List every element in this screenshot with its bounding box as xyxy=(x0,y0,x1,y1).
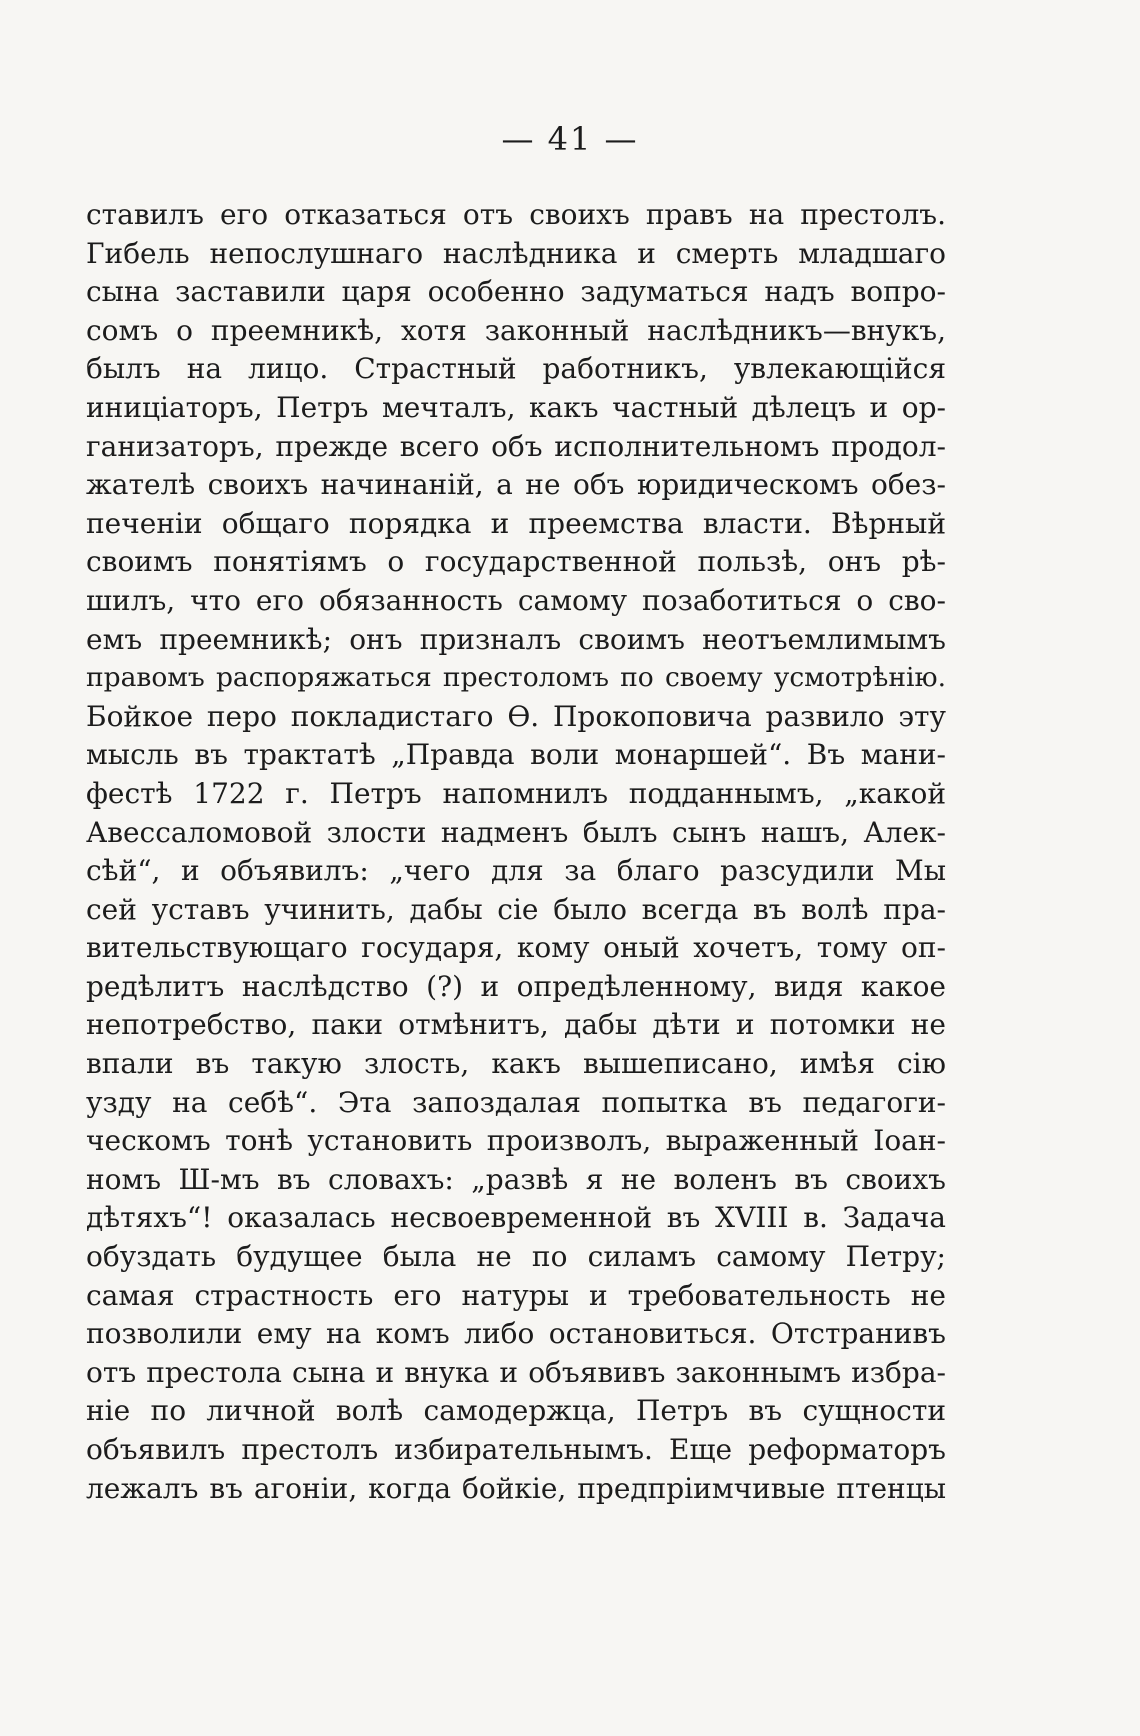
body-text xyxy=(86,196,946,1508)
text-line: печеніи общаго порядка и преемства власти. Вѣрный xyxy=(86,506,946,540)
text-line: ганизаторъ, прежде всего объ исполнительномъ продол- xyxy=(86,429,946,463)
text-line: емъ преемникѣ; онъ призналъ своимъ неотъемлимымъ xyxy=(86,622,946,656)
text-line: былъ на лицо. Страстный работникъ, увлекающійся xyxy=(86,352,946,386)
text-line: Бойкое перо покладистаго Ѳ. Прокоповича развило эту xyxy=(86,699,946,733)
text-line: Авессаломовой злости надменъ былъ сынъ нашъ, Алек- xyxy=(86,815,946,849)
text-line: жателѣ своихъ начинаній, а не объ юридическомъ обез- xyxy=(86,468,946,502)
text-line: своимъ понятіямъ о государственной пользѣ, онъ рѣ- xyxy=(86,545,946,579)
text-line: сына заставили царя особенно задуматься надъ вопро- xyxy=(86,275,946,309)
text-line: отъ престола сына и внука и объявивъ законнымъ избра- xyxy=(86,1355,946,1389)
text-line: лежалъ въ агоніи, когда бойкіе, предпріимчивые птенцы xyxy=(86,1471,946,1505)
text-line: ставилъ его отказаться отъ своихъ правъ на престолъ. xyxy=(86,198,946,231)
text-line: обуздать будущее была не по силамъ самому Петру; xyxy=(86,1240,946,1274)
text-line: непотребство, паки отмѣнитъ, дабы дѣти и потомки не xyxy=(86,1008,946,1042)
text-line: шилъ, что его обязанность самому позаботиться о сво- xyxy=(86,583,946,617)
text-line: сѣй“, и объявилъ: „чего для за благо разсудили Мы xyxy=(86,854,946,888)
text-line: дѣтяхъ“! оказалась несвоевременной въ XVIII в. Задача xyxy=(86,1201,946,1235)
text-line: номъ Ш-мъ въ словахъ: „развѣ я не воленъ въ своихъ xyxy=(86,1162,946,1196)
text-line: сей уставъ учинить, дабы сіе было всегда въ волѣ пра- xyxy=(86,892,946,926)
page-number: — 41 — xyxy=(501,120,639,158)
text-line: фестѣ 1722 г. Петръ напомнилъ подданнымъ, „какой xyxy=(86,776,946,810)
text-line: вительствующаго государя, кому оный хочетъ, тому оп- xyxy=(86,931,946,965)
text-line: мысль въ трактатѣ „Правда воли монаршей“. Въ мани- xyxy=(86,738,946,772)
text-line: Гибель непослушнаго наслѣдника и смерть младшаго xyxy=(86,236,946,270)
text-line: узду на себѣ“. Эта запоздалая попытка въ педагоги- xyxy=(86,1085,946,1119)
text-line: позволили ему на комъ либо остановиться. Отстранивъ xyxy=(86,1317,946,1351)
text-line: правомъ распоряжаться престоломъ по своему усмотрѣнію. xyxy=(86,662,946,694)
text-line: самая страстность его натуры и требовательность не xyxy=(86,1278,946,1312)
text-line: сомъ о преемникѣ, хотя законный наслѣдникъ—внукъ, xyxy=(86,313,946,347)
text-line: редѣлитъ наслѣдство (?) и опредѣленному, видя какое xyxy=(86,969,946,1003)
text-line: объявилъ престолъ избирательнымъ. Еще реформаторъ xyxy=(86,1433,946,1466)
text-line: ческомъ тонѣ установить произволъ, выраженный Іоан- xyxy=(86,1124,946,1158)
text-line: иниціаторъ, Петръ мечталъ, какъ частный дѣлецъ и ор- xyxy=(86,390,946,424)
text-line: впали въ такую злость, какъ вышеписано, имѣя сію xyxy=(86,1047,946,1081)
text-line: ніе по личной волѣ самодержца, Петръ въ сущности xyxy=(86,1394,946,1428)
